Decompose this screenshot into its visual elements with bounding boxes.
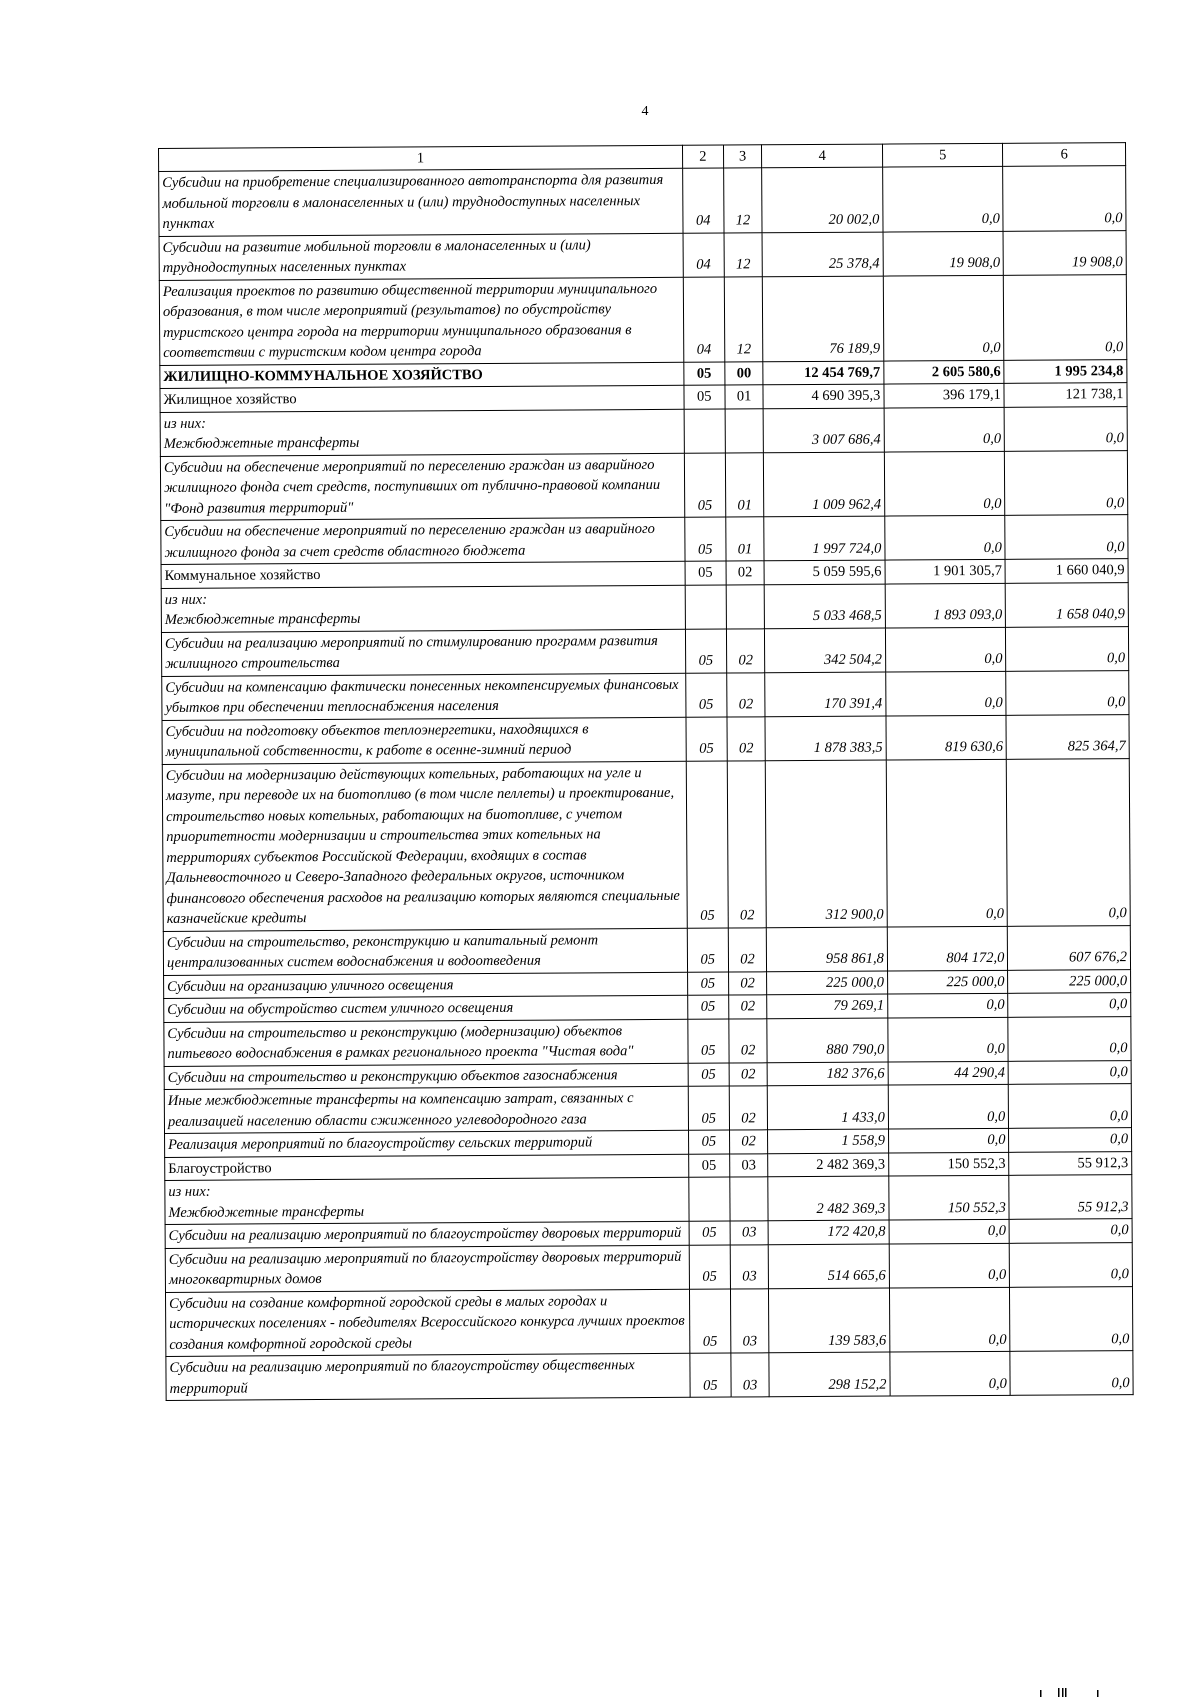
amount-cell: 312 900,0	[766, 760, 887, 928]
amount-cell: 0,0	[888, 1017, 1009, 1062]
amount-cell: 0,0	[884, 451, 1005, 516]
amount-cell: 0,0	[1009, 1084, 1132, 1129]
column-header: 1	[159, 145, 683, 171]
amount-cell: 0,0	[888, 993, 1009, 1017]
amount-cell: 0,0	[888, 1084, 1009, 1129]
code-cell: 05	[687, 928, 728, 972]
code-cell	[725, 408, 764, 452]
code-cell: 05	[686, 673, 727, 717]
amount-cell: 4 690 395,3	[763, 384, 884, 408]
amount-cell: 182 376,6	[768, 1062, 889, 1086]
row-name-cell: Субсидии на строительство и реконструкцию (модернизацию) объектов питьевого водоснабжения в рамках регионального проекта "Чистая вода"	[164, 1019, 688, 1066]
table-row	[162, 670, 1129, 720]
code-cell: 02	[728, 995, 767, 1019]
table-row	[166, 1351, 1133, 1401]
code-cell	[685, 585, 726, 629]
amount-cell: 121 738,1	[1004, 383, 1127, 407]
row-name-cell: из них: Межбюджетные трансферты	[161, 585, 685, 632]
amount-cell: 0,0	[883, 275, 1004, 361]
code-cell: 05	[686, 761, 728, 928]
table-row	[162, 714, 1129, 764]
amount-cell: 0,0	[889, 1243, 1010, 1288]
code-cell: 05	[688, 1130, 729, 1154]
column-header: 2	[682, 145, 723, 168]
amount-cell: 225 000,0	[1008, 969, 1131, 993]
code-cell: 03	[731, 1353, 770, 1397]
code-cell: 03	[730, 1288, 769, 1353]
amount-cell: 55 912,3	[1009, 1151, 1132, 1175]
code-cell: 05	[690, 1353, 731, 1397]
amount-cell: 25 378,4	[762, 232, 883, 277]
amount-cell: 1 558,9	[768, 1129, 889, 1153]
amount-cell: 0,0	[1003, 166, 1126, 231]
amount-cell: 0,0	[1004, 406, 1127, 451]
code-cell: 05	[688, 1154, 729, 1178]
amount-cell: 172 420,8	[768, 1220, 889, 1244]
column-header: 4	[762, 144, 883, 168]
row-name-cell: Субсидии на реализацию мероприятий по благоустройству общественных территорий	[166, 1353, 690, 1400]
amount-cell: 0,0	[1009, 1219, 1132, 1243]
row-name-cell: Благоустройство	[165, 1154, 689, 1181]
row-name-cell: Реализация проектов по развитию общественной территории муниципального образования, в том числе мероприятий (результатов) по обустройству туристского центра города на территории муниципального образования в соответствии с туристским кодом центра города	[159, 277, 683, 365]
page-number: 4	[641, 104, 649, 119]
code-cell: 05	[685, 517, 726, 561]
amount-cell: 342 504,2	[765, 628, 886, 673]
budget-table	[158, 142, 1134, 1401]
code-cell: 05	[684, 385, 725, 409]
code-cell: 12	[723, 168, 762, 233]
row-name-cell: Субсидии на строительство, реконструкцию и капитальный ремонт централизованных систем водоснабжения и водоотведения	[163, 928, 687, 975]
table-row	[159, 274, 1127, 365]
row-name-cell: Субсидии на реализацию мероприятий по благоустройству дворовых территорий	[165, 1221, 689, 1248]
code-cell: 05	[687, 972, 728, 996]
code-cell: 05	[684, 362, 725, 386]
amount-cell: 298 152,2	[769, 1352, 890, 1397]
code-cell: 05	[685, 629, 726, 673]
code-cell: 02	[729, 1086, 768, 1130]
table-row	[160, 450, 1127, 520]
table-row	[164, 1084, 1131, 1134]
amount-cell: 2 605 580,6	[884, 360, 1005, 384]
amount-cell: 2 482 369,3	[768, 1176, 889, 1221]
amount-cell: 804 172,0	[887, 926, 1008, 971]
row-name-cell: Субсидии на строительство и реконструкцию объектов газоснабжения	[164, 1063, 688, 1090]
table-row	[159, 230, 1126, 280]
row-name-cell: Иные межбюджетные трансферты на компенсацию затрат, связанных с реализацией населению области сжиженного углеводородного газа	[164, 1086, 688, 1133]
code-cell: 04	[683, 277, 724, 362]
amount-cell: 0,0	[1005, 515, 1128, 560]
scan-marks	[1040, 1688, 1100, 1697]
row-name-cell: из них: Межбюджетные трансферты	[160, 409, 684, 456]
row-name-cell: Субсидии на приобретение специализированного автотранспорта для развития мобильной торговли в малонаселенных и (или) труднодоступных населенных пунктах	[159, 168, 683, 236]
amount-cell: 1 901 305,7	[885, 559, 1006, 583]
code-cell: 01	[725, 452, 764, 517]
amount-cell: 0,0	[1008, 1016, 1131, 1061]
amount-cell: 514 665,6	[769, 1244, 890, 1289]
row-name-cell: Субсидии на обеспечение мероприятий по переселению граждан из аварийного жилищного фонда счет средств, поступивших от публично-правовой компании "Фонд развития территорий"	[160, 453, 684, 521]
amount-cell: 0,0	[1004, 274, 1127, 360]
code-cell: 02	[728, 927, 767, 971]
table-row	[161, 515, 1128, 565]
amount-cell: 0,0	[885, 515, 1006, 560]
amount-cell: 170 391,4	[765, 672, 886, 717]
code-cell: 02	[727, 716, 766, 760]
code-cell: 05	[688, 1019, 729, 1063]
amount-cell: 0,0	[886, 671, 1007, 716]
code-cell	[684, 409, 725, 453]
row-name-cell: Субсидии на подготовку объектов теплоэнергетики, находящихся в муниципальной собственности, к работе в осенне-зимний период	[162, 717, 686, 764]
column-header: 6	[1003, 143, 1126, 167]
amount-cell: 1 893 093,0	[885, 583, 1006, 628]
amount-cell: 44 290,4	[888, 1061, 1009, 1085]
code-cell: 02	[729, 1130, 768, 1154]
amount-cell: 0,0	[883, 166, 1004, 231]
amount-cell: 19 908,0	[1003, 230, 1126, 275]
code-cell: 02	[726, 628, 765, 672]
row-name-cell: Жилищное хозяйство	[160, 385, 684, 412]
code-cell: 03	[730, 1244, 769, 1288]
amount-cell: 225 000,0	[887, 970, 1008, 994]
amount-cell: 1 433,0	[768, 1085, 889, 1130]
amount-cell: 0,0	[889, 1287, 1010, 1352]
row-name-cell: Субсидии на реализацию мероприятий по стимулированию программ развития жилищного строительства	[161, 629, 685, 676]
amount-cell: 55 912,3	[1009, 1175, 1132, 1220]
amount-cell: 1 660 040,9	[1005, 559, 1128, 583]
table-row	[159, 166, 1126, 236]
amount-cell: 0,0	[1007, 758, 1131, 926]
code-cell: 01	[725, 385, 764, 409]
column-header: 5	[882, 143, 1003, 167]
code-cell: 00	[725, 361, 764, 385]
amount-cell: 2 482 369,3	[768, 1153, 889, 1177]
code-cell: 05	[685, 561, 726, 585]
amount-cell: 0,0	[884, 407, 1005, 452]
row-name-cell: Реализация мероприятий по благоустройству сельских территорий	[165, 1130, 689, 1157]
code-cell: 02	[728, 971, 767, 995]
row-name-cell: Субсидии на модернизацию действующих котельных, работающих на угле и мазуте, при переводе их на биотопливо (в том числе пеллеты) и проектирование, строительство новых котельных, работающих на биотопливе, с учетом приоритетности модернизации и строительства этих котельных на территориях субъектов Российской Федерации, входящих в состав Дальневосточного и Северо-Западного федеральных округов, источником финансового обеспечения расходов на реализацию которых являются специальные казначейские кредиты	[162, 761, 687, 931]
code-cell: 02	[729, 1062, 768, 1086]
table-row	[162, 758, 1130, 931]
amount-cell: 0,0	[888, 1128, 1009, 1152]
amount-cell: 0,0	[889, 1219, 1010, 1243]
code-cell: 05	[688, 1063, 729, 1087]
amount-cell: 5 059 595,6	[764, 560, 885, 584]
row-name-cell: ЖИЛИЩНО-КОММУНАЛЬНОЕ ХОЗЯЙСТВО	[160, 362, 684, 389]
amount-cell: 139 583,6	[769, 1288, 890, 1353]
code-cell: 05	[689, 1289, 730, 1354]
column-header: 3	[723, 145, 762, 168]
row-name-cell: Субсидии на развитие мобильной торговли в малонаселенных и (или) труднодоступных населенных пунктах	[159, 233, 683, 280]
row-name-cell: Субсидии на организацию уличного освещения	[164, 972, 688, 999]
amount-cell: 19 908,0	[883, 231, 1004, 276]
amount-cell: 150 552,3	[889, 1175, 1010, 1220]
amount-cell: 0,0	[1006, 670, 1129, 715]
amount-cell: 880 790,0	[767, 1018, 888, 1063]
amount-cell: 1 658 040,9	[1006, 582, 1129, 627]
code-cell: 05	[688, 1086, 729, 1130]
table-row	[161, 582, 1128, 632]
amount-cell: 0,0	[890, 1351, 1011, 1396]
amount-cell: 607 676,2	[1008, 925, 1131, 970]
amount-cell: 0,0	[1008, 993, 1131, 1017]
code-cell: 04	[682, 168, 723, 233]
code-cell: 03	[729, 1153, 768, 1177]
amount-cell: 5 033 468,5	[765, 584, 886, 629]
amount-cell: 1 009 962,4	[764, 452, 885, 517]
code-cell: 05	[689, 1245, 730, 1289]
table-row	[160, 406, 1127, 456]
code-cell: 05	[684, 453, 725, 518]
table-body	[159, 166, 1133, 1401]
code-cell	[729, 1177, 768, 1221]
amount-cell: 0,0	[1010, 1286, 1133, 1351]
code-cell: 12	[724, 232, 763, 276]
code-cell: 05	[686, 717, 727, 761]
code-cell: 02	[726, 561, 765, 585]
amount-cell: 76 189,9	[763, 276, 884, 362]
table-row	[165, 1175, 1132, 1225]
row-name-cell: из них: Межбюджетные трансферты	[165, 1177, 689, 1224]
code-cell: 12	[724, 276, 763, 361]
table-row	[165, 1286, 1132, 1356]
row-name-cell: Коммунальное хозяйство	[161, 561, 685, 588]
amount-cell: 825 364,7	[1006, 714, 1129, 759]
amount-cell: 3 007 686,4	[764, 408, 885, 453]
amount-cell: 1 997 724,0	[764, 516, 885, 561]
amount-cell: 0,0	[885, 627, 1006, 672]
table-row	[164, 1016, 1131, 1066]
table-row	[161, 626, 1128, 676]
amount-cell: 1 878 383,5	[765, 716, 886, 761]
amount-cell: 0,0	[1005, 450, 1128, 515]
amount-cell: 0,0	[1010, 1351, 1133, 1396]
amount-cell: 225 000,0	[767, 971, 888, 995]
row-name-cell: Субсидии на обеспечение мероприятий по переселению граждан из аварийного жилищного фонда за счет средств областного бюджета	[161, 517, 685, 564]
amount-cell: 20 002,0	[762, 167, 883, 232]
code-cell: 02	[727, 760, 767, 927]
code-cell: 04	[683, 233, 724, 277]
code-cell	[726, 584, 765, 628]
row-name-cell: Субсидии на создание комфортной городской среды в малых городах и исторических поселениях - победителях Всероссийского конкурса лучших проектов создания комфортной городской среды	[165, 1289, 689, 1357]
code-cell: 03	[730, 1221, 769, 1245]
amount-cell: 396 179,1	[884, 383, 1005, 407]
amount-cell: 0,0	[1010, 1242, 1133, 1287]
code-cell: 05	[688, 995, 729, 1019]
row-name-cell: Субсидии на компенсацию фактически понесенных некомпенсируемых финансовых убытков при обеспечении теплоснабжения населения	[162, 673, 686, 720]
amount-cell: 1 995 234,8	[1004, 359, 1127, 383]
amount-cell: 0,0	[1008, 1060, 1131, 1084]
amount-cell: 150 552,3	[889, 1152, 1010, 1176]
amount-cell: 0,0	[886, 759, 1007, 927]
row-name-cell: Субсидии на реализацию мероприятий по благоустройству дворовых территорий многоквартирных домов	[165, 1245, 689, 1292]
amount-cell: 958 861,8	[767, 927, 888, 972]
amount-cell: 79 269,1	[767, 994, 888, 1018]
table-row	[163, 925, 1130, 975]
amount-cell: 0,0	[1009, 1128, 1132, 1152]
amount-cell: 0,0	[1006, 626, 1129, 671]
amount-cell: 819 630,6	[886, 715, 1007, 760]
code-cell: 01	[725, 517, 764, 561]
code-cell: 02	[726, 672, 765, 716]
code-cell	[689, 1177, 730, 1221]
code-cell: 02	[729, 1018, 768, 1062]
code-cell: 05	[689, 1221, 730, 1245]
table-row	[165, 1242, 1132, 1292]
amount-cell: 12 454 769,7	[763, 361, 884, 385]
row-name-cell: Субсидии на обустройство систем уличного освещения	[164, 995, 688, 1022]
